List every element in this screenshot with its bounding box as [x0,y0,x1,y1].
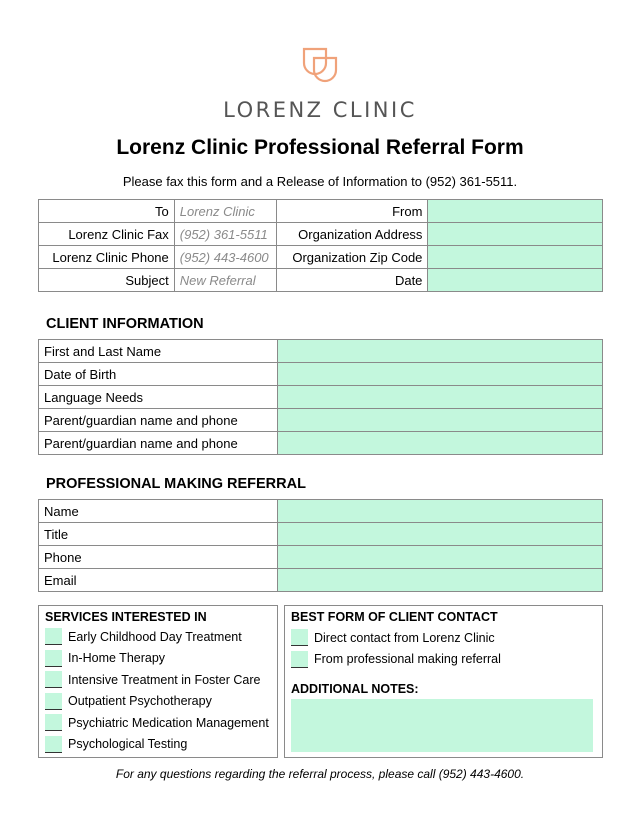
phone-value: (952) 443-4600 [174,246,276,269]
subject-label: Subject [39,269,175,292]
list-item [45,648,271,670]
to-value: Lorenz Clinic [174,200,276,223]
list-item [45,669,271,691]
table-row [39,523,603,546]
table-row [39,246,603,269]
professional-table [38,499,603,592]
list-item [45,626,271,648]
services-heading: SERVICES INTERESTED IN [45,610,207,624]
service-checkbox[interactable] [45,714,62,731]
from-field[interactable] [428,200,603,223]
pro-phone-field[interactable] [277,546,602,569]
contact-checkbox[interactable] [291,651,308,668]
pro-title-label: Title [39,523,278,546]
list-item [291,649,596,671]
service-label: In-Home Therapy [68,651,166,666]
service-label: Early Childhood Day Treatment [68,629,242,644]
table-row [39,269,603,292]
pro-title-field[interactable] [277,523,602,546]
org-address-field[interactable] [428,223,603,246]
table-row [39,363,603,386]
clinic-logo [0,46,640,122]
page-subtitle: Please fax this form and a Release of Information to (952) 361-5511. [122,174,518,189]
page-title: Lorenz Clinic Professional Referral Form [116,136,524,159]
contact-checkbox[interactable] [291,629,308,646]
service-checkbox[interactable] [45,628,62,645]
additional-notes-field[interactable] [291,699,593,752]
date-field[interactable] [428,269,603,292]
table-row [39,340,603,363]
list-item [45,712,271,734]
contact-heading: BEST FORM OF CLIENT CONTACT [291,610,498,624]
services-box [38,605,278,758]
client-name-label: First and Last Name [39,340,278,363]
org-address-label: Organization Address [276,223,428,246]
dob-label: Date of Birth [39,363,278,386]
subject-value: New Referral [174,269,276,292]
list-item [45,691,271,713]
professional-heading: PROFESSIONAL MAKING REFERRAL [46,476,306,492]
language-field[interactable] [277,386,602,409]
language-label: Language Needs [39,386,278,409]
contact-box [284,605,603,758]
client-info-table [38,339,603,455]
guardian-1-label: Parent/guardian name and phone [39,409,278,432]
pro-name-field[interactable] [277,500,602,523]
list-item [291,627,596,649]
pro-name-label: Name [39,500,278,523]
service-checkbox[interactable] [45,650,62,667]
table-row [39,200,603,223]
service-label: Psychiatric Medication Management [68,715,269,730]
service-checkbox[interactable] [45,736,62,753]
shield-logo-icon [300,46,340,86]
client-name-field[interactable] [277,340,602,363]
pro-email-field[interactable] [277,569,602,592]
client-info-heading: CLIENT INFORMATION [46,316,204,332]
date-label: Date [276,269,428,292]
table-row [39,409,603,432]
org-zip-field[interactable] [428,246,603,269]
guardian-2-label: Parent/guardian name and phone [39,432,278,455]
service-label: Intensive Treatment in Foster Care [68,672,261,687]
table-row [39,386,603,409]
table-row [39,432,603,455]
org-zip-label: Organization Zip Code [276,246,428,269]
table-row [39,569,603,592]
table-row [39,500,603,523]
contact-label: From professional making referral [314,652,501,667]
table-row [39,223,603,246]
table-row [39,546,603,569]
guardian-2-field[interactable] [277,432,602,455]
to-label: To [39,200,175,223]
pro-phone-label: Phone [39,546,278,569]
header-table [38,199,603,292]
dob-field[interactable] [277,363,602,386]
fax-label: Lorenz Clinic Fax [39,223,175,246]
contact-label: Direct contact from Lorenz Clinic [314,630,495,645]
from-label: From [276,200,428,223]
fax-value: (952) 361-5511 [174,223,276,246]
notes-heading: ADDITIONAL NOTES: [291,682,419,696]
footer-note: For any questions regarding the referral process, please call (952) 443-4600. [115,767,525,781]
phone-label: Lorenz Clinic Phone [39,246,175,269]
service-checkbox[interactable] [45,693,62,710]
pro-email-label: Email [39,569,278,592]
service-checkbox[interactable] [45,671,62,688]
service-label: Outpatient Psychotherapy [68,694,212,709]
clinic-name: LORENZ CLINIC [223,98,417,122]
list-item [45,734,271,756]
service-label: Psychological Testing [68,737,188,752]
guardian-1-field[interactable] [277,409,602,432]
